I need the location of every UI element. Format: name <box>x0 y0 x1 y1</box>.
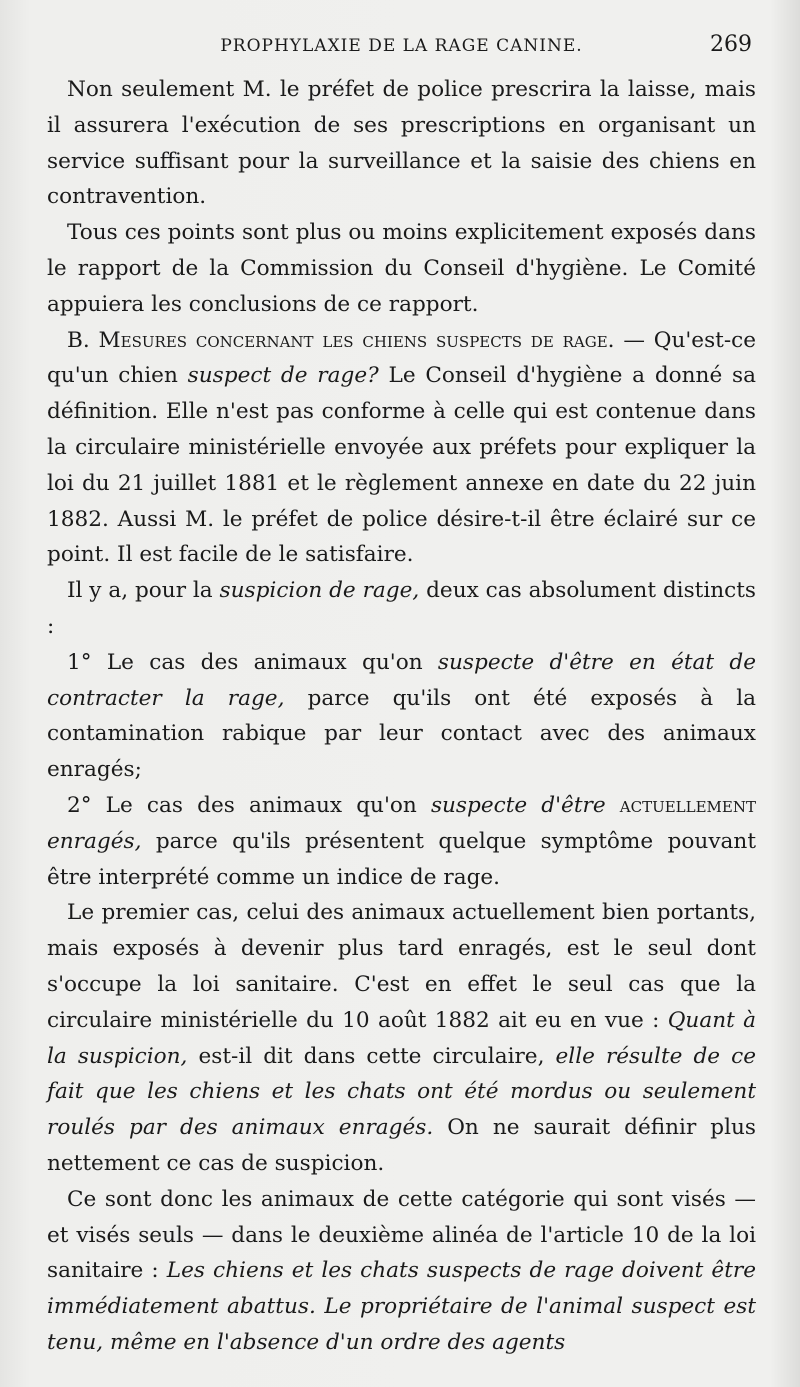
paragraph-1: Non seulement M. le préfet de police prescrira la laisse, mais il assurera l'exécution de ses prescriptions en organisant un service suffisant pour la surveillance et la saisie des chiens en contravention. <box>47 77 756 210</box>
running-title: PROPHYLAXIE DE LA RAGE CANINE. <box>220 36 583 56</box>
paragraph-7: Le premier cas, celui des animaux actuellement bien portants, mais exposés à devenir plus tard enragés, est le seul dont s'occupe la loi sanitaire. C'est en effet le seul cas que la circulaire ministérielle du 10 août 1882 ait eu en vue : Quant à la suspicion, est-il dit dans cette circulaire, elle résulte de ce fait que les chiens et les chats ont été mordus ou seulement roulés par des animaux enragés. On ne saurait définir plus nettement ce cas de suspicion. <box>47 900 756 1176</box>
page-header <box>47 32 756 66</box>
paragraph-3: B. Mesures concernant les chiens suspects de rage. — Qu'est-ce qu'un chien suspect de rage? Le Conseil d'hygiène a donné sa définition. Elle n'est pas conforme à celle qui est contenue dans la circulaire ministérielle envoyée aux préfets pour expliquer la loi du 21 juillet 1881 et le règlement annexe en date du 22 juin 1882. Aussi M. le préfet de police désire-t-il être éclairé sur ce point. Il est facile de le satisfaire. <box>47 327 757 568</box>
paragraph-5: 1° Le cas des animaux qu'on suspecte d'être en état de contracter la rage, parce qu'ils ont été exposés à la contamination rabique par leur contact avec des animaux enragés; <box>47 649 756 783</box>
paragraph-6: 2° Le cas des animaux qu'on suspecte d'être actuellement enragés, parce qu'ils présentent quelque symptôme pouvant être interprété comme un indice de rage. <box>47 792 756 890</box>
paragraph-2: Tous ces points sont plus ou moins explicitement exposés dans le rapport de la Commission du Conseil d'hygiène. Le Comité appuiera les conclusions de ce rapport. <box>47 220 756 317</box>
section-heading: B. Mesures concernant les chiens suspects de rage. — <box>67 327 645 353</box>
page-number: 269 <box>710 32 752 57</box>
paragraph-4: Il y a, pour la suspicion de rage, deux cas absolument distincts : <box>47 578 757 639</box>
paragraph-8: Ce sont donc les animaux de cette catégorie qui sont visés — et visés seuls — dans le deuxième alinéa de l'article 10 de la loi sanitaire : Les chiens et les chats suspects de rage doivent être immédiatement abattus. Le propriétaire de l'animal suspect est tenu, même en l'absence d'un ordre des agents <box>47 1186 756 1355</box>
page-body <box>47 72 756 1361</box>
